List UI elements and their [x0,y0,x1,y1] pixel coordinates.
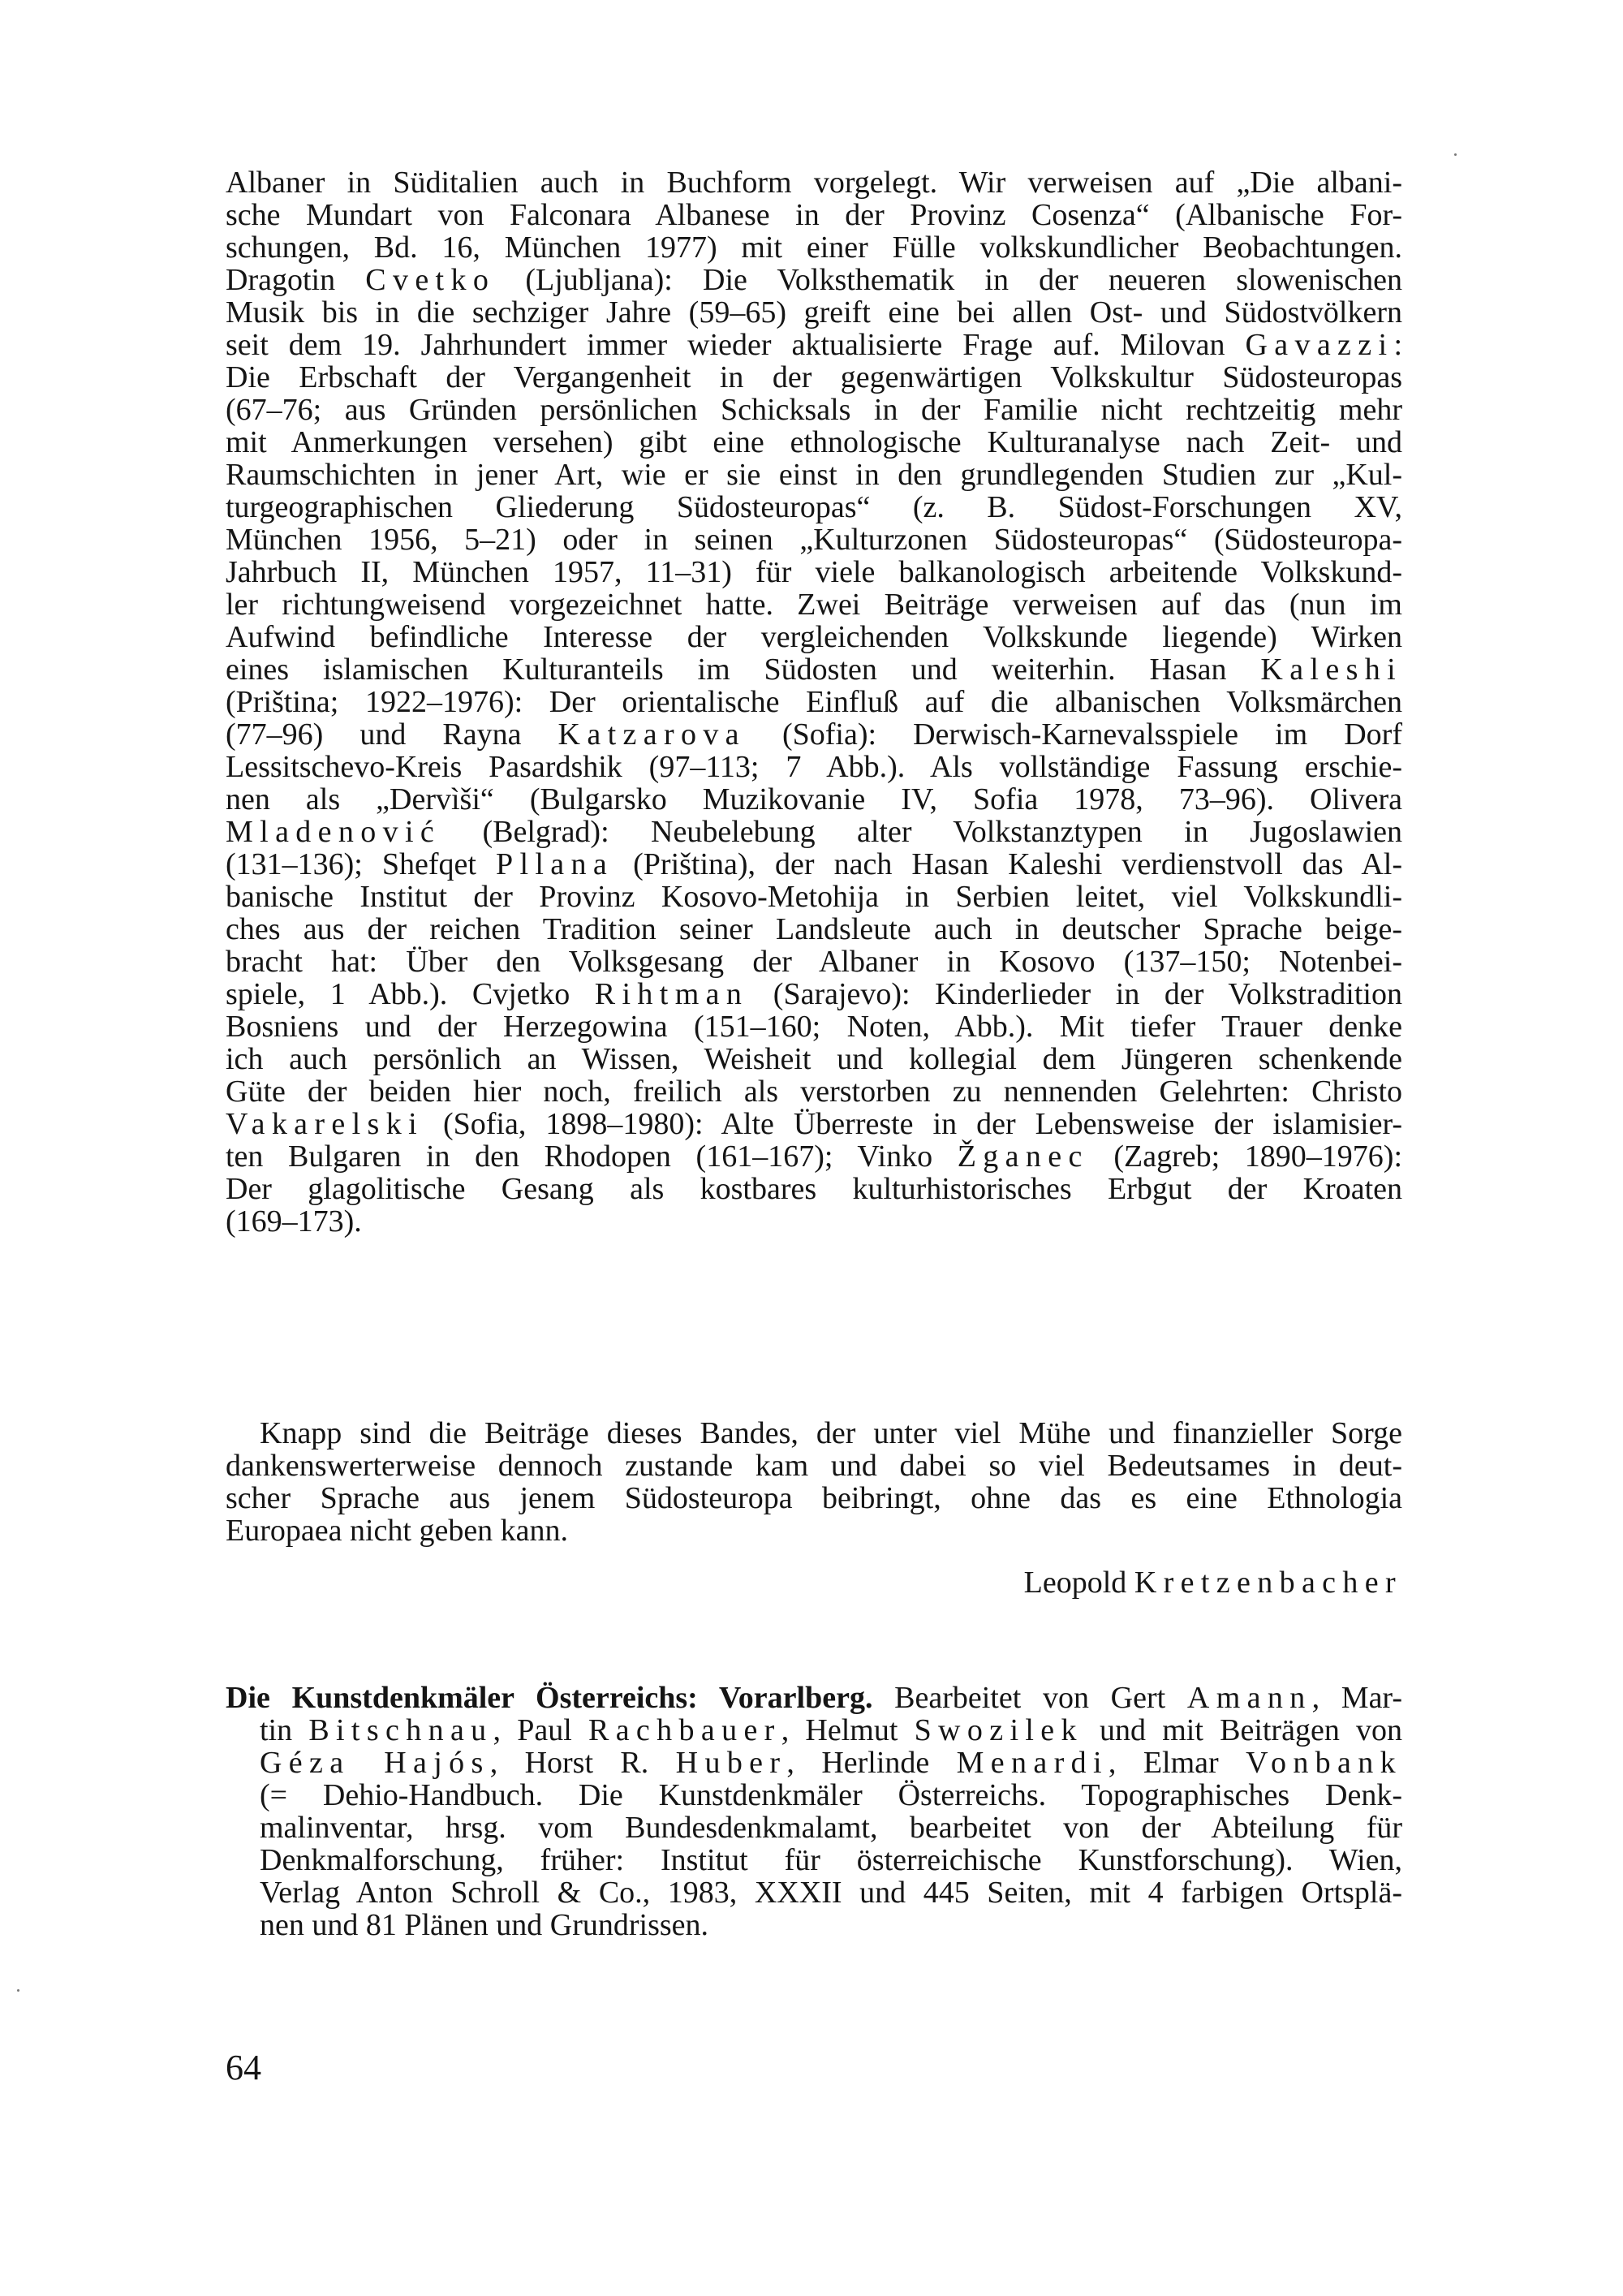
text-line: Géza Hajós, Horst R. Huber, Herlinde Menardi, Elmar Vonbank [260,1746,1402,1780]
text-line: Verlag Anton Schroll & Co., 1983, XXXII und 445 Seiten, mit 4 farbigen Ortsplä- [260,1876,1402,1910]
author-name: Géza Hajós [260,1746,490,1780]
text-line: Bosniens und der Herzegowina (151–160; Noten, Abb.). Mit tiefer Trauer denke [226,1010,1402,1044]
text-line: (67–76; aus Gründen persönlichen Schicksals in der Familie nicht rechtzeitig mehr [226,393,1402,427]
author-name: Gavazzi [1245,328,1394,362]
scan-speck [1454,153,1457,156]
author-name: Pllana [495,847,614,881]
text-line: banische Institut der Provinz Kosovo-Metohija in Serbien leitet, viel Volkskundli- [226,880,1402,914]
text-line: Lessitschevo-Kreis Pasardshik (97–113; 7 Abb.). Als vollständige Fassung erschie- [226,750,1402,784]
text-line: ten Bulgaren in den Rhodopen (161–167); Vinko Žganec (Zagreb; 1890–1976): [226,1139,1402,1174]
author-name: Amann [1186,1681,1312,1715]
text-line: Güte der beiden hier noch, freilich als verstorben zu nennenden Gelehrten: Christo [226,1075,1402,1109]
text-line: Raumschichten in jener Art, wie er sie einst in den grundlegenden Studien zur „Kul- [226,458,1402,492]
page-number: 64 [226,2048,261,2087]
text-line: ler richtungweisend vorgezeichnet hatte. Zwei Beiträge verweisen auf das (nun im [226,588,1402,622]
text-line: bracht hat: Über den Volksgesang der Albaner in Kosovo (137–150; Notenbei- [226,945,1402,979]
text-line: turgeographischen Gliederung Südosteuropas“ (z. B. Südost-Forschungen XV, [226,490,1402,524]
text-line: (77–96) und Rayna Katzarova (Sofia): Derwisch-Karnevalsspiele im Dorf [226,717,1402,752]
author-name: Vonbank [1246,1746,1402,1780]
text-line: spiele, 1 Abb.). Cvjetko Rihtman (Sarajevo): Kinderlieder in der Volkstradition [226,977,1402,1011]
text-line: (169–173). [226,1204,362,1238]
text-line: Der glagolitische Gesang als kostbares kulturhistorisches Erbgut der Kroaten [226,1172,1402,1206]
text-line: tin Bitschnau, Paul Rachbauer, Helmut Swozilek und mit Beiträgen von [260,1713,1403,1747]
text-line: Die Erbschaft der Vergangenheit in der gegenwärtigen Volkskultur Südosteuropas [226,360,1402,394]
reviewer-signature: Leopold Kretzenbacher [1023,1566,1402,1600]
text-line: Europaea nicht geben kann. [226,1514,569,1548]
text-line: Dragotin Cvetko (Ljubljana): Die Volksthematik in der neueren slowenischen [226,263,1402,297]
author-name: Katzarova [558,717,746,752]
author-name: Bitschnau [308,1713,493,1747]
author-name: Swozilek [914,1713,1083,1747]
author-name: Mladenović [226,815,441,849]
text-line: scher Sprache aus jenem Südosteuropa beibringt, ohne das es eine Ethnologia [226,1481,1402,1515]
text-line: seit dem 19. Jahrhundert immer wieder aktualisierte Frage auf. Milovan Gavazzi: [226,328,1402,362]
text-line: mit Anmerkungen versehen) gibt eine ethnologische Kulturanalyse nach Zeit- und [226,425,1402,459]
author-name: Cvetko [365,263,496,297]
author-name: Kaleshi [1260,653,1402,687]
scan-speck [17,1989,19,1992]
text-line: Musik bis in die sechziger Jahre (59–65) greift eine bei allen Ost- und Südostvölkern [226,295,1402,330]
text-line: Knapp sind die Beiträge dieses Bandes, der unter viel Mühe und finanzieller Sorge [260,1416,1402,1450]
text-line: ches aus der reichen Tradition seiner Landsleute auch in deutscher Sprache beige- [226,912,1402,946]
text-line: München 1956, 5–21) oder in seinen „Kulturzonen Südosteuropas“ (Südosteuropa- [226,523,1402,557]
author-name: Menardi [956,1746,1109,1780]
text-line: (131–136); Shefqet Pllana (Priština), der nach Hasan Kaleshi verdienstvoll das Al- [226,847,1402,881]
text-line: Jahrbuch II, München 1957, 11–31) für viele balkanologisch arbeitende Volkskund- [226,555,1402,589]
author-name: Huber [675,1746,787,1780]
text-line: Mladenović (Belgrad): Neubelebung alter Volkstanztypen in Jugoslawien [226,815,1402,849]
text-line: sche Mundart von Falconara Albanese in der Provinz Cosenza“ (Albanische For- [226,198,1402,232]
text-line: (Priština; 1922–1976): Der orientalische Einfluß auf die albanischen Volksmärchen [226,685,1402,719]
text-line: Denkmalforschung, früher: Institut für österreichische Kunstforschung). Wien, [260,1843,1402,1877]
text-line: eines islamischen Kulturanteils im Südosten und weiterhin. Hasan Kaleshi [226,653,1402,687]
text-line: (= Dehio-Handbuch. Die Kunstdenkmäler Österreichs. Topographisches Denk- [260,1778,1402,1812]
text-line: ich auch persönlich an Wissen, Weisheit und kollegial dem Jüngeren schenkende [226,1042,1402,1076]
author-name: Žganec [957,1139,1089,1174]
book-title: Die Kunstdenkmäler Österreichs: Vorarlberg. [226,1681,873,1715]
text-line: Aufwind befindliche Interesse der vergleichenden Volkskunde liegende) Wirken [226,620,1402,654]
author-name: Vakarelski [226,1107,424,1141]
author-name: Rachbauer [588,1713,781,1747]
text-line: Albaner in Süditalien auch in Buchform vorgelegt. Wir verweisen auf „Die albani- [226,166,1402,200]
text-line: nen und 81 Plänen und Grundrissen. [260,1908,709,1942]
text-line: Die Kunstdenkmäler Österreichs: Vorarlberg. Bearbeitet von Gert Amann, Mar- [226,1681,1402,1715]
text-line: malinventar, hrsg. vom Bundesdenkmalamt, bearbeitet von der Abteilung für [260,1811,1402,1845]
text-line: nen als „Dervìši“ (Bulgarsko Muzikovanie IV, Sofia 1978, 73–96). Olivera [226,782,1402,816]
text-line: schungen, Bd. 16, München 1977) mit einer Fülle volkskundlicher Beobachtungen. [226,230,1402,265]
text-line: Vakarelski (Sofia, 1898–1980): Alte Überreste in der Lebensweise der islamisier- [226,1107,1402,1141]
text-line: dankenswerterweise dennoch zustande kam und dabei so viel Bedeutsames in deut- [226,1449,1402,1483]
author-name: Rihtman [594,977,749,1011]
